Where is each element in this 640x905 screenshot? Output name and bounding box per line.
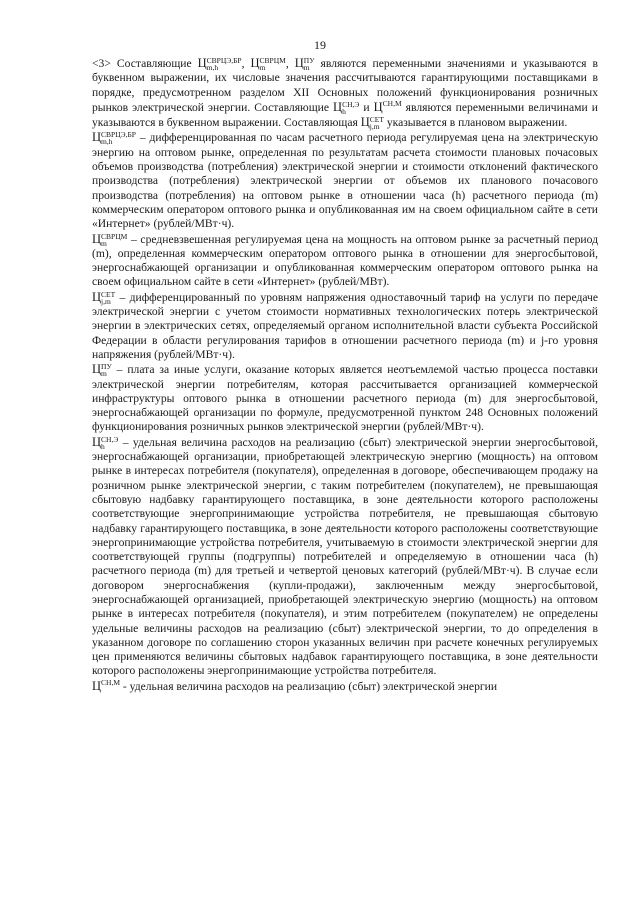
symbol-network-tariff: Ц СЕТ j,m: [92, 289, 116, 306]
symbol-network-tariff: Ц СЕТ j,m: [360, 115, 384, 132]
symbol-sales-energy: Ц СН,Э h: [333, 99, 360, 116]
page-number: 19: [314, 38, 326, 52]
symbol-price-energy: Ц СВРЦЭ,БР m,h: [92, 130, 136, 147]
footnote-marker-text: <3> Составляющие: [92, 57, 192, 70]
intro-text-3: указывается в плановом выражении.: [386, 116, 568, 130]
symbol-price-energy: Ц СВРЦЭ,БР m,h: [197, 56, 242, 72]
definition-network-tariff: Ц СЕТ j,m – дифференцированный по уровням напряжения одноставочный тариф на услуги по передаче электрической энергии с учетом стоимости нормативных технологических потерь электрической энергии в электрических сетях, определяемый органом исполнительной власти субъекта Российской Федерации в области регулирования тарифов в отношении расчетного периода (m) и j-го уровня напряжения (рублей/МВт·ч).: [92, 289, 599, 361]
definition-sales-capacity: $Ц^{СН,М}$ - удельная величина расходов на реализацию (сбыт) электрической энергии: [92, 677, 498, 693]
symbol-sales-energy: Ц СН,Э h: [92, 434, 119, 451]
intro-text-1: являются переменными значениями и указываются в буквенном выражении, их числовые значения рассчитываются гарантирующими поставщиками в порядке, предусмотренном разделом XII Основных положений функционирования розничных рынков электрической энергии. Составляющие: [92, 57, 599, 114]
symbol-other-services: Ц ПУ m: [92, 362, 112, 379]
definition-other-services: Ц ПУ m – плата за иные услуги, оказание которых является неотъемлемой частью процесса поставки электрической энергии потребителям, которая рассчитывается организацией коммерческой инфраструктуры оптового рынка в отношении расчетного периода (m) для энергосбытовой, энергоснабжающей организации по формуле, предусмотренной пунктом 248 Основных положений функционирования розничных рынков электрической энергии (рублей/МВт·ч).: [92, 362, 598, 434]
definition-sales-energy: Ц СН,Э h – удельная величина расходов на реализацию (сбыт) электрической энергии энергосбытовой, энергоснабжающей организации, приобретающей электрическую энергию (мощность) на оптовом рынке в интересах потребителя (покупателя), определенная в договоре, обеспечивающем продажу на розничном рынке электрической энергии, с таким потребителем (покупателем), не превышающая сбытовую надбавку гарантирующего поставщика, в зоне деятельности которого расположены соответствующие энергопринимающие устройства потребителя, не превышающая сбытовую надбавку гарантирующего поставщика, в зоне деятельности которого расположены соответствующие энергопринимающие устройства потребителя, учитываемую в стоимости электрической энергии для соответствующей группы (подгруппы) потребителей и определяемую в отношении часа (h) расчетного периода (m) для третьей и четвертой ценовых категорий (рублей/МВт·ч). В случае если договором энергоснабжения (купли-продажи), заключенным между энергосбытовой, энергоснабжающей организацией, приобретающей электрическую энергию (мощность) на оптовом рынке в интересах потребителя (покупателя), и этим потребителем (покупателем) не определены удельные величины расходов на реализацию (сбыт) электрической энергии, то до определения в указанном договоре по соглашению сторон указанных величин при расчете конечных регулируемых цен применяются величины сбытовых надбавок гарантирующего поставщика, в зоне деятельности которого расположены энергопринимающие устройства потребителя.: [92, 434, 598, 678]
symbol-price-capacity: Ц СВРЦМ m: [92, 231, 128, 248]
intro-paragraph: <3> Составляющие Ц СВРЦЭ,БР m,h , Ц СВРЦМ m , Ц ПУ m являются переменными значениями и указываются в буквенном выражении, их числовые значения рассчитываются гарантирующими поставщиками в порядке, предусмотренном разделом XII Основных положений функционирования розничных рынков электрической энергии. Составляющие Ц СН,Э h и $Ц^{СН,М}$ являются переменными величинами и указываются в буквенном выражении. Составляющая Ц СЕТ j,m указывается в плановом выражении.: [92, 56, 599, 132]
symbol-other-services: Ц ПУ m: [294, 56, 315, 72]
definition-price-energy: Ц СВРЦЭ,БР m,h – дифференцированная по часам расчетного периода регулируемая цена на электрическую энергию на оптовом рынке, определенная по результатам расчета стоимости плановых почасовых объемов производства (потребления) электрической энергии и стоимости отклонений фактического производства (потребления) электрической энергии от объемов их планового почасового производства (потребления) на оптовом рынке в отношении часа (h) расчетного периода (m) коммерческим оператором оптового рынка и опубликованная им на своем официальном сайте в сети «Интернет» (рублей/МВт·ч).: [92, 130, 598, 231]
definition-price-capacity: Ц СВРЦМ m – средневзвешенная регулируемая цена на мощность на оптовом рынке за расчетный период (m), определенная коммерческим оператором оптового рынка в отношении для энергосбытовой, энергоснабжающей организации и опубликованная коммерческим оператором оптового рынка на своем официальном сайте в сети «Интернет» (рублей/МВт).: [92, 231, 598, 289]
symbol-sales-capacity: $Ц^{СН,М}$: [92, 677, 120, 693]
symbol-sales-capacity: $Ц^{СН,М}$: [373, 99, 402, 114]
document-body: [92, 56, 598, 694]
intro-text-2: являются переменными величинами и указываются в буквенном выражении. Составляющая: [92, 100, 598, 130]
symbol-price-capacity: Ц СВРЦМ m: [250, 56, 286, 72]
